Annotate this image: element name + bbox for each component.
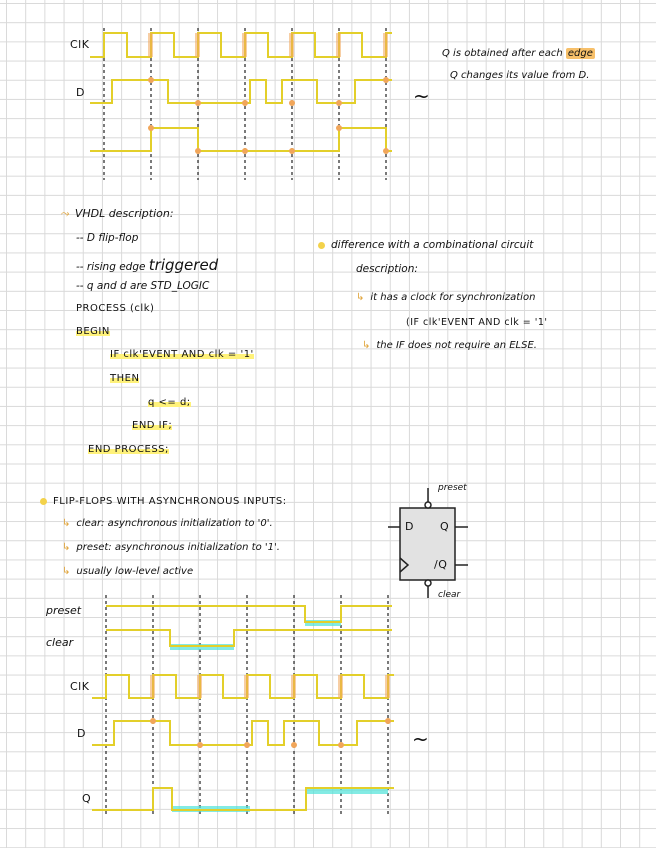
diagram1-clk-wave <box>90 33 392 57</box>
diagram2-tilde: ~ <box>412 727 429 751</box>
ff-q-label: Q <box>440 520 450 533</box>
diagram2-clk-label: ClK <box>70 680 90 693</box>
comb-note-line1: difference with a combinational circuit <box>318 239 533 251</box>
diagram2-q-label: Q <box>82 792 92 805</box>
comb-note-line2: description: <box>356 263 418 275</box>
ff-clear-label: clear <box>438 590 461 600</box>
diagram1-clk-label: ClK <box>70 38 90 51</box>
diagram2-clear-label: clear <box>46 636 74 649</box>
comb-note-line4: (IF clk'EVENT AND clk = '1' <box>406 317 548 328</box>
diagram2-clear-wave <box>106 630 392 646</box>
vhdl-end-process: END PROCESS; <box>88 444 169 455</box>
async-usually-item: ↳ usually low-level active <box>62 566 194 577</box>
arrow-icon: ↳ <box>62 566 71 577</box>
flip-flop-symbol <box>388 488 468 598</box>
diagram2-preset-label: preset <box>46 604 82 617</box>
async-clear-item: ↳ clear: asynchronous initialization to '0'. <box>62 518 273 529</box>
arrow-icon: ↳ <box>356 292 365 303</box>
diagram1-note-line2: Q changes its value from D. <box>450 70 590 81</box>
arrow-icon: ⤳ <box>60 207 69 220</box>
vhdl-comment-2: -- rising edge triggered <box>76 256 219 274</box>
vhdl-end-if: END IF; <box>132 420 173 431</box>
comb-note-line5: ↳ the IF does not require an ELSE. <box>362 340 537 351</box>
vhdl-assign: q <= d; <box>148 397 191 408</box>
arrow-icon: ↳ <box>62 518 71 529</box>
edge-highlight: edge <box>567 48 593 59</box>
vhdl-heading: ⤳ VHDL description: <box>60 207 174 220</box>
vhdl-comment-1: -- D flip-flop <box>76 232 139 244</box>
arrow-icon: ↳ <box>362 340 371 351</box>
diagram1-tilde: ~ <box>413 84 430 108</box>
comb-note-line3: ↳ it has a clock for synchronization <box>356 292 536 303</box>
async-heading: FLIP-FLOPS WITH ASYNCHRONOUS INPUTS: <box>40 496 287 507</box>
diagram1-d-wave <box>90 80 392 103</box>
vhdl-comment-3: -- q and d are STD_LOGIC <box>76 280 210 292</box>
diagram2-clk-wave <box>92 675 394 698</box>
vhdl-then: THEN <box>110 373 140 384</box>
arrow-icon: ↳ <box>62 542 71 553</box>
ff-qn-label: /Q <box>434 558 448 571</box>
bullet-icon <box>318 242 325 249</box>
vhdl-if-line: IF clk'EVENT AND clk = '1' <box>110 349 254 360</box>
async-preset-item: ↳ preset: asynchronous initialization to '1'. <box>62 542 280 553</box>
vhdl-process: PROCESS (clk) <box>76 303 155 314</box>
diagram2-cyan-highlights <box>170 620 388 812</box>
diagram2-edge-guides <box>106 595 388 815</box>
diagram2-d-wave <box>92 721 394 745</box>
bullet-icon <box>40 498 47 505</box>
vhdl-begin: BEGIN <box>76 326 110 337</box>
ff-d-label: D <box>405 520 414 533</box>
ff-preset-label: preset <box>438 483 467 493</box>
diagram2-preset-wave <box>106 606 392 622</box>
diagram2-d-label: D <box>77 727 86 740</box>
diagram1-d-label: D <box>76 86 85 99</box>
diagram1-note-line1: Q is obtained after each edge <box>442 48 593 59</box>
diagram1-q-wave <box>90 128 392 151</box>
